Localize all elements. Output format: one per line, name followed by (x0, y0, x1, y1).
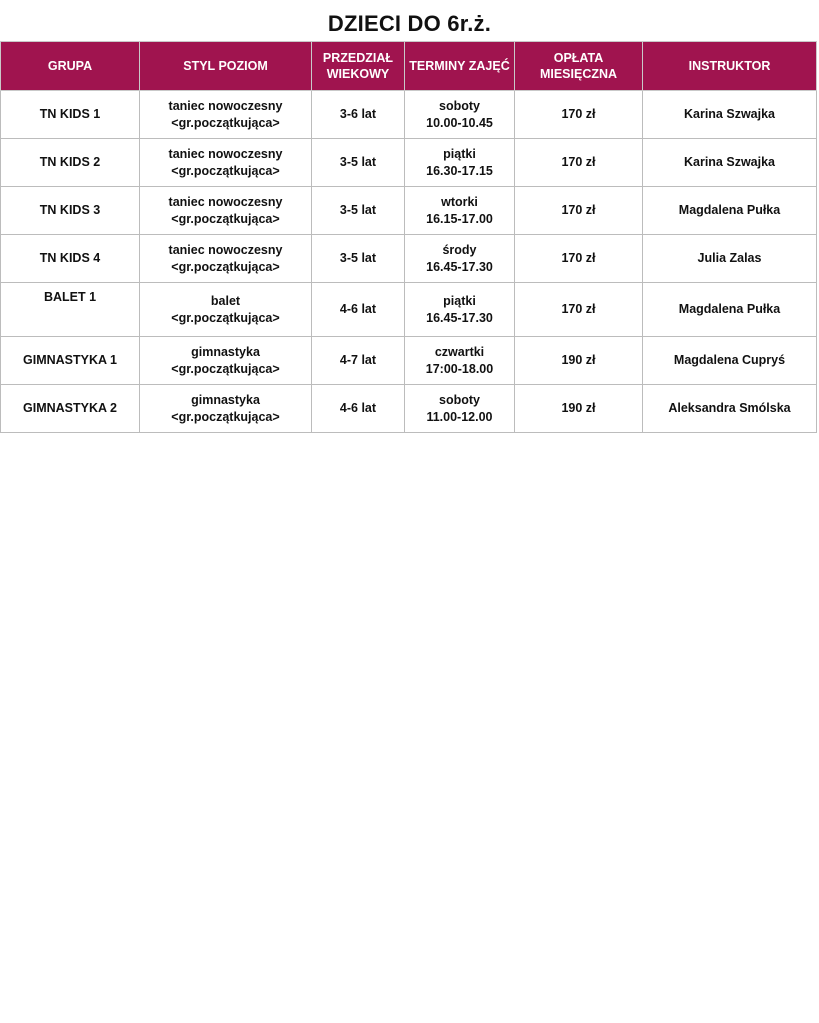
cell-wiek: 3-5 lat (312, 139, 405, 187)
cell-termin (405, 235, 515, 283)
header-styl-poziom: STYL POZIOM (140, 42, 312, 91)
table-row (1, 91, 817, 139)
cell-oplata: 190 zł (515, 385, 643, 433)
cell-styl-level: <gr.początkująca> (171, 211, 280, 226)
cell-grupa: TN KIDS 1 (1, 91, 140, 139)
cell-styl-level: <gr.początkująca> (171, 259, 280, 274)
cell-termin-day: soboty (439, 392, 480, 407)
cell-wiek: 3-6 lat (312, 91, 405, 139)
header-oplata-line1: OPŁATA (553, 51, 604, 65)
cell-termin (405, 139, 515, 187)
page-title: DZIECI DO 6r.ż. (327, 11, 492, 36)
cell-oplata: 170 zł (515, 139, 643, 187)
header-przedzial-line1: PRZEDZIAŁ (322, 51, 394, 65)
cell-grupa: TN KIDS 2 (1, 139, 140, 187)
header-instruktor: INSTRUKTOR (643, 42, 817, 91)
cell-termin-day: środy (442, 242, 477, 257)
cell-styl-name: taniec nowoczesny (168, 242, 283, 257)
cell-styl-name: taniec nowoczesny (168, 98, 283, 113)
cell-termin-hours: 16.30-17.15 (426, 163, 493, 178)
cell-termin-hours: 10.00-10.45 (426, 115, 493, 130)
cell-styl-level: <gr.początkująca> (171, 163, 280, 178)
cell-termin-day: piątki (443, 293, 476, 308)
cell-grupa: TN KIDS 4 (1, 235, 140, 283)
cell-styl-name: taniec nowoczesny (168, 194, 283, 209)
cell-styl (140, 187, 312, 235)
cell-wiek: 3-5 lat (312, 187, 405, 235)
cell-instruktor: Magdalena Cupryś (643, 337, 817, 385)
table-row (1, 235, 817, 283)
cell-termin-hours: 16.45-17.30 (426, 310, 493, 325)
cell-termin-day: piątki (443, 146, 476, 161)
cell-termin (405, 337, 515, 385)
table-row (1, 187, 817, 235)
header-terminy-zajec: TERMINY ZAJĘĆ (405, 42, 515, 91)
cell-instruktor: Magdalena Pułka (643, 187, 817, 235)
cell-styl (140, 91, 312, 139)
table-row (1, 139, 817, 187)
cell-oplata: 170 zł (515, 91, 643, 139)
cell-styl (140, 235, 312, 283)
table-body (1, 91, 817, 433)
cell-styl-level: <gr.początkująca> (171, 361, 280, 376)
cell-termin-hours: 11.00-12.00 (426, 409, 493, 424)
table-row (1, 283, 817, 337)
cell-styl-level: <gr.początkująca> (171, 409, 280, 424)
cell-instruktor: Aleksandra Smólska (643, 385, 817, 433)
cell-styl (140, 385, 312, 433)
cell-instruktor: Julia Zalas (643, 235, 817, 283)
cell-grupa: TN KIDS 3 (1, 187, 140, 235)
cell-wiek: 3-5 lat (312, 235, 405, 283)
cell-styl-name: gimnastyka (191, 344, 260, 359)
cell-styl-level: <gr.początkująca> (171, 115, 280, 130)
cell-instruktor: Karina Szwajka (643, 91, 817, 139)
cell-grupa: GIMNASTYKA 1 (1, 337, 140, 385)
cell-instruktor: Magdalena Pułka (643, 283, 817, 337)
cell-oplata: 170 zł (515, 235, 643, 283)
header-row (1, 42, 817, 91)
header-przedzial-line2: WIEKOWY (326, 67, 390, 81)
table-header (1, 42, 817, 91)
cell-oplata: 190 zł (515, 337, 643, 385)
schedule-table (0, 41, 817, 433)
cell-termin-day: wtorki (441, 194, 478, 209)
table-row (1, 385, 817, 433)
cell-styl (140, 337, 312, 385)
header-oplata-miesieczna (515, 42, 643, 91)
cell-wiek: 4-7 lat (312, 337, 405, 385)
cell-termin (405, 385, 515, 433)
cell-wiek: 4-6 lat (312, 385, 405, 433)
cell-oplata: 170 zł (515, 283, 643, 337)
cell-termin (405, 187, 515, 235)
cell-oplata: 170 zł (515, 187, 643, 235)
cell-termin-hours: 16.45-17.30 (426, 259, 493, 274)
cell-termin-hours: 16.15-17.00 (426, 211, 493, 226)
cell-styl (140, 139, 312, 187)
cell-wiek: 4-6 lat (312, 283, 405, 337)
header-oplata-line2: MIESIĘCZNA (539, 67, 618, 81)
cell-styl-name: balet (210, 293, 241, 308)
cell-styl (140, 283, 312, 337)
cell-styl-level: <gr.początkująca> (171, 310, 280, 325)
cell-instruktor: Karina Szwajka (643, 139, 817, 187)
cell-styl-name: taniec nowoczesny (168, 146, 283, 161)
cell-termin (405, 91, 515, 139)
table-row (1, 337, 817, 385)
cell-termin (405, 283, 515, 337)
cell-grupa: GIMNASTYKA 2 (1, 385, 140, 433)
cell-termin-day: czwartki (434, 344, 485, 359)
cell-termin-hours: 17:00-18.00 (425, 361, 494, 376)
cell-grupa: BALET 1 (1, 283, 140, 337)
header-przedzial-wiekowy (312, 42, 405, 91)
cell-termin-day: soboty (439, 98, 480, 113)
cell-styl-name: gimnastyka (191, 392, 260, 407)
header-grupa: GRUPA (1, 42, 140, 91)
